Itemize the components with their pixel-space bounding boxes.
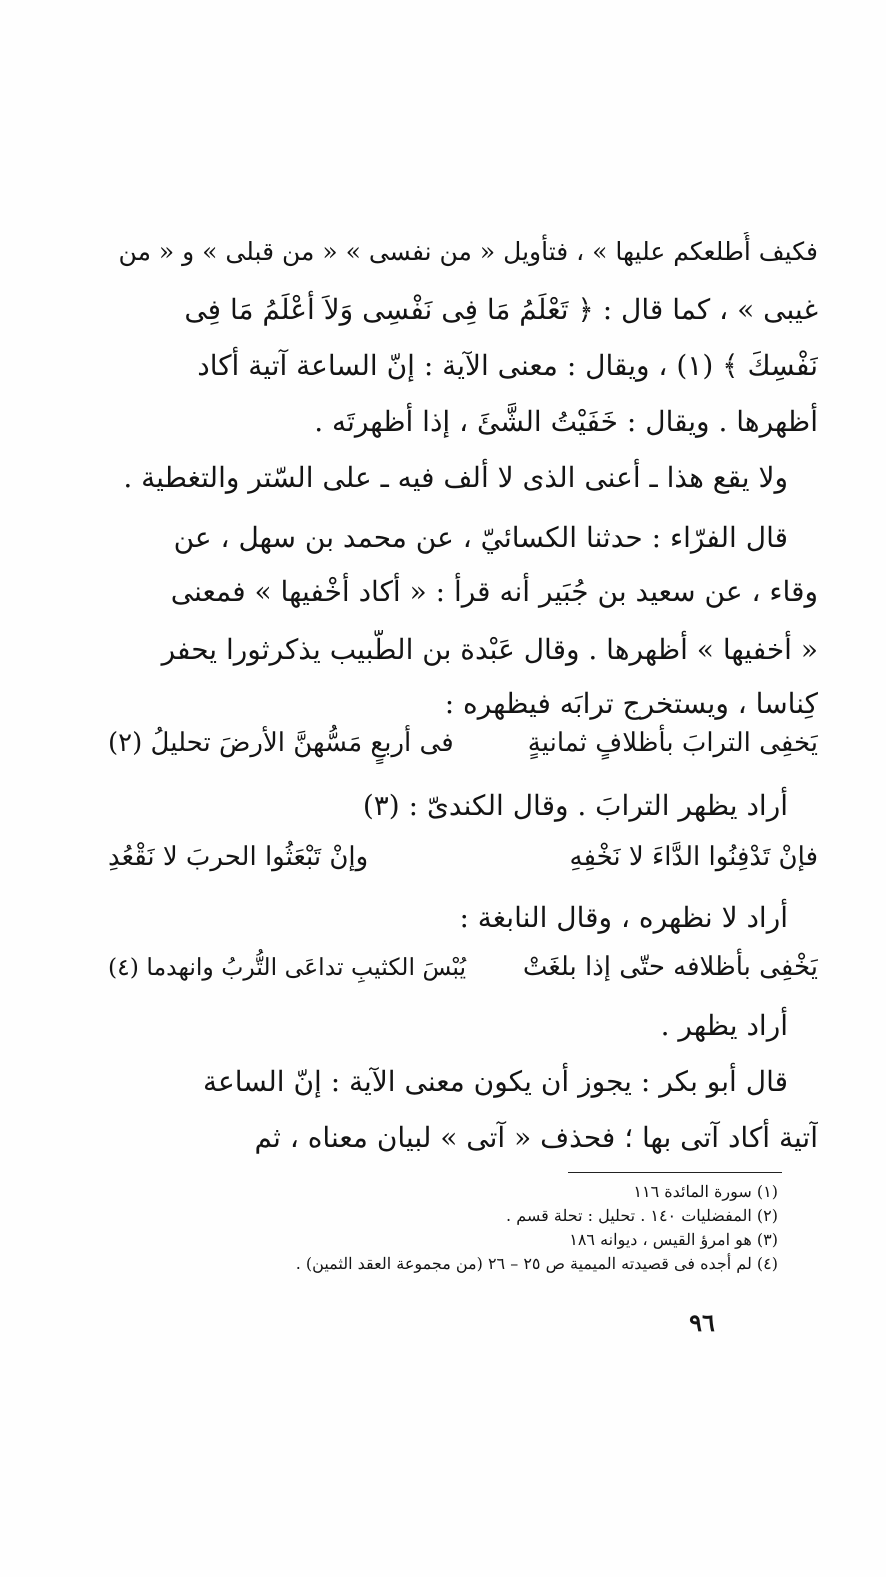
verse-first-hemistich: يَخْفِى بأظلافه حتّى إذا بلغَتْ bbox=[522, 952, 818, 982]
text-line: كِناسا ، ويستخرج ترابَه فيظهره : bbox=[444, 687, 818, 720]
verse-second-hemistich: فى أربعٍ مَسُّهنَّ الأرضَ تحليلُ (٢) bbox=[108, 728, 454, 758]
footnote: (٢) المفضليات ١٤٠ . تحليل : تحلة قسم . bbox=[506, 1206, 778, 1225]
text-line: قال أبو بكر : يجوز أن يكون معنى الآية : إنّ الساعة bbox=[203, 1065, 788, 1098]
text-line: نَفْسِكَ ﴾ (١) ، ويقال : معنى الآية : إنّ الساعة آتية أكاد bbox=[197, 349, 818, 382]
text-line: قال الفرّاء : حدثنا الكسائيّ ، عن محمد بن سهل ، عن bbox=[173, 521, 788, 554]
poetry-verse bbox=[108, 836, 818, 878]
poetry-verse bbox=[108, 946, 818, 988]
verse-first-hemistich: يَخفِى الترابَ بأظلافٍ ثمانيةٍ bbox=[527, 728, 818, 758]
verse-second-hemistich: يُبْسَ الكثيبِ تداعَى التُّربُ وانهدما (٤) bbox=[108, 953, 467, 981]
text-line: أراد يظهر الترابَ . وقال الكندىّ : (٣) bbox=[362, 789, 788, 822]
text-line: وقاء ، عن سعيد بن جُبَير أنه قرأ : « أكاد أَخْفيها » فمعنى bbox=[170, 575, 818, 608]
verse-second-hemistich: وإنْ تَبْعَثُوا الحربَ لا نَقْعُدِ bbox=[108, 842, 369, 872]
footnote-separator bbox=[568, 1172, 782, 1173]
text-line: أراد يظهر . bbox=[660, 1009, 788, 1042]
text-line: ولا يقع هذا ـ أعنى الذى لا أَلف فيه ـ على السّتر والتغطية . bbox=[123, 461, 788, 494]
text-line: أراد لا نظهره ، وقال النابغة : bbox=[459, 901, 788, 934]
footnote: (٣) هو امرؤ القيس ، ديوانه ١٨٦ bbox=[569, 1230, 778, 1249]
footnote: (٤) لم أجده فى قصيدته الميمية ص ٢٥ – ٢٦ (من مجموعة العقد الثمين) . bbox=[295, 1254, 778, 1273]
page-number: ٩٦ bbox=[689, 1308, 715, 1337]
footnote: (١) سورة المائدة ١١٦ bbox=[633, 1182, 778, 1201]
text-line: « أَخفيها » أُظهرها . وقال عَبْدة بن الطّبيب يذكرثورا يحفر bbox=[161, 633, 818, 666]
poetry-verse bbox=[108, 722, 818, 764]
text-line: فكيف أُطلعكم عليها » ، فتأويل « من نفسى » « من قبلى » و « من bbox=[118, 237, 818, 266]
footnotes bbox=[178, 1180, 778, 1276]
text-line: أُظهرها . ويقال : خَفَيْتُ الشَّئَ ، إذا أظهرتَه . bbox=[314, 405, 818, 438]
text-line: غيبى » ، كما قال : ﴿ تَعْلَمُ مَا فِى نَفْسِى وَلاَ أَعْلَمُ مَا فِى bbox=[184, 293, 818, 326]
verse-first-hemistich: فإنْ تَدْفِنُوا الدَّاءَ لا نَخْفِهِ bbox=[569, 842, 818, 872]
text-line: آتية أكاد آتى بها ؛ فحذف « آتى » لبيان معناه ، ثم bbox=[254, 1121, 818, 1154]
